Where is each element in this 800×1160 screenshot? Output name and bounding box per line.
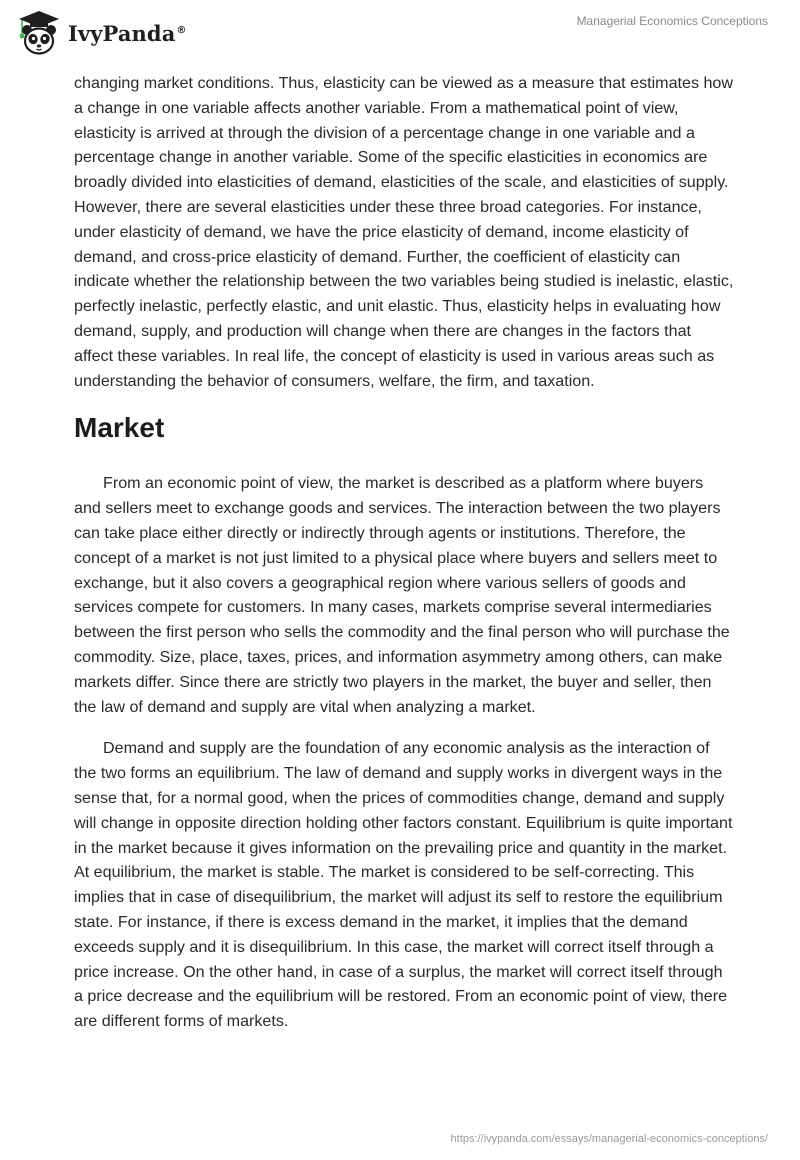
section-heading-market: Market <box>74 412 165 444</box>
brand-logo[interactable] <box>14 9 187 57</box>
page-header <box>0 0 800 60</box>
market-paragraph-2: Demand and supply are the foundation of any economic analysis as the interaction of the two forms an equilibrium. The law of demand and supply works in divergent ways in the sense that, for a normal good, when the prices of commodities change, demand and supply will change in opposite direction holding other factors constant. Equilibrium is quite important in the market because it gives information on the prevailing price and quantity in the market. At equilibrium, the market is stable. The market is considered to be self-correcting. This implies that in case of disequilibrium, the market will adjust its self to restore the equilibrium state. For instance, if there is excess demand in the market, it implies that the demand exceeds supply and it is disequilibrium. In this case, the market will correct itself through a price increase. On the other hand, in case of a surplus, the market will correct itself through a price decrease and the equilibrium will be restored. From an economic point of view, there are different forms of markets. <box>74 739 733 1031</box>
brand-name: IvyPanda® <box>68 20 187 46</box>
registered-mark: ® <box>176 24 187 36</box>
intro-paragraph: changing market conditions. Thus, elasticity can be viewed as a measure that estimates how a change in one variable affects another variable. From a mathematical point of view, elasticity is arrived at through the division of a percentage change in one variable and a percentage change in another variable. Some of the specific elasticities in economics are broadly divided into elasticities of demand, elasticities of the scale, and elasticities of supply. However, there are several elasticities under these three broad categories. For instance, under elasticity of demand, we have the price elasticity of demand, income elasticity of demand, and cross-price elasticity of demand. Further, the coefficient of elasticity can indicate whether the relationship between the two variables being studied is inelastic, elastic, perfectly inelastic, perfectly elastic, and unit elastic. Thus, elasticity helps in evaluating how demand, supply, and production will change when there are changes in the factors that affect these variables. In real life, the concept of elasticity is used in various areas such as understanding the behavior of consumers, welfare, the firm, and taxation. <box>74 74 734 390</box>
market-paragraph-1: From an economic point of view, the market is described as a platform where buyers and sellers meet to exchange goods and services. The interaction between the two players can take place either directly or indirectly through agents or institutions. Therefore, the concept of a market is not just limited to a physical place where buyers and sellers meet to exchange, but it also covers a geographical region where various sellers of goods and services compete for customers. In many cases, markets comprise several intermediaries between the first person who sells the commodity and the final person who will purchase the commodity. Size, place, taxes, prices, and information asymmetry among others, can make markets differ. Since there are strictly two players in the market, the buyer and seller, then the law of demand and supply are vital when analyzing a market. <box>74 474 730 716</box>
document-title: Managerial Economics Conceptions <box>576 14 768 28</box>
source-url[interactable]: https://ivypanda.com/essays/managerial-economics-conceptions/ <box>450 1133 768 1145</box>
essay-content <box>74 71 734 1051</box>
panda-graduate-icon <box>14 9 64 57</box>
